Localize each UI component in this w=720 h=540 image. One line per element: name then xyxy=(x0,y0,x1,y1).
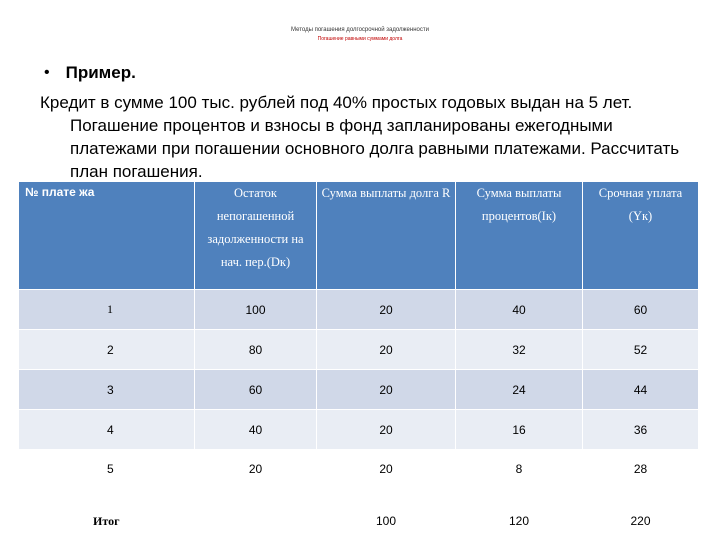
cell-principal: 20 xyxy=(317,290,456,330)
cell-balance: 80 xyxy=(195,330,317,370)
bullet-text: Пример. xyxy=(65,63,136,82)
header-payment-number: № плате жа xyxy=(19,182,195,290)
total-label: Итог xyxy=(93,514,120,528)
cell-interest: 32 xyxy=(456,330,583,370)
table-row-final xyxy=(19,450,699,538)
cell-principal: 20 xyxy=(317,330,456,370)
header-interest-payment: Сумма выплаты процентов(Iк) xyxy=(456,182,583,290)
header-total-payment: Срочная уплата (Yк) xyxy=(583,182,699,290)
cell-interest-value: 8 xyxy=(515,462,523,476)
cell-interest xyxy=(456,450,583,538)
header-outstanding-balance: Остаток непогашенной задолженности на нач. пер.(Dк) xyxy=(195,182,317,290)
problem-paragraph xyxy=(40,91,700,183)
cell-interest: 24 xyxy=(456,370,583,410)
table-row xyxy=(19,290,699,330)
cell-balance: 40 xyxy=(195,410,317,450)
cell-balance-value: 20 xyxy=(248,462,263,476)
cell-total: 52 xyxy=(583,330,699,370)
cell-balance xyxy=(195,450,317,538)
cell-balance: 60 xyxy=(195,370,317,410)
bullet-item xyxy=(44,63,136,83)
cell-total: 36 xyxy=(583,410,699,450)
cell-balance: 100 xyxy=(195,290,317,330)
cell-principal xyxy=(317,450,456,538)
header-principal-payment: Сумма выплаты долга R xyxy=(317,182,456,290)
cell-interest: 40 xyxy=(456,290,583,330)
cell-payment-number: 3 xyxy=(19,370,195,410)
cell-payment-number: 4 xyxy=(19,410,195,450)
slide-title: Методы погашения долгосрочной задолженности xyxy=(291,27,429,33)
repayment-table xyxy=(18,181,699,538)
slide-subtitle: Погашение равными суммами долга xyxy=(317,36,403,42)
table-header-row xyxy=(19,182,699,290)
cell-total: 60 xyxy=(583,290,699,330)
cell-interest: 16 xyxy=(456,410,583,450)
cell-payment-number: 1 xyxy=(19,290,195,330)
cell-total-value: 28 xyxy=(633,462,648,476)
cell-principal: 20 xyxy=(317,410,456,450)
cell-principal: 20 xyxy=(317,370,456,410)
table-row xyxy=(19,410,699,450)
total-interest: 120 xyxy=(508,514,530,528)
total-payment: 220 xyxy=(630,514,651,528)
table-row xyxy=(19,370,699,410)
cell-payment-number-final xyxy=(19,450,195,538)
total-principal: 100 xyxy=(375,514,397,528)
cell-total xyxy=(583,450,699,538)
cell-payment-number: 2 xyxy=(19,330,195,370)
bullet-dot-icon: • xyxy=(44,64,50,81)
cell-payment-number: 5 xyxy=(107,462,114,476)
cell-principal-value: 20 xyxy=(379,462,393,476)
cell-total: 44 xyxy=(583,370,699,410)
table-row xyxy=(19,330,699,370)
paragraph-rest: Погашение процентов и взносы в фонд запланированы ежегодными платежами при погашении основного долга равными платежами. Рассчитать план погашения. xyxy=(70,116,680,181)
paragraph-first-line: Кредит в сумме 100 тыс. рублей под 40% простых годовых выдан на 5 лет. xyxy=(40,93,633,112)
